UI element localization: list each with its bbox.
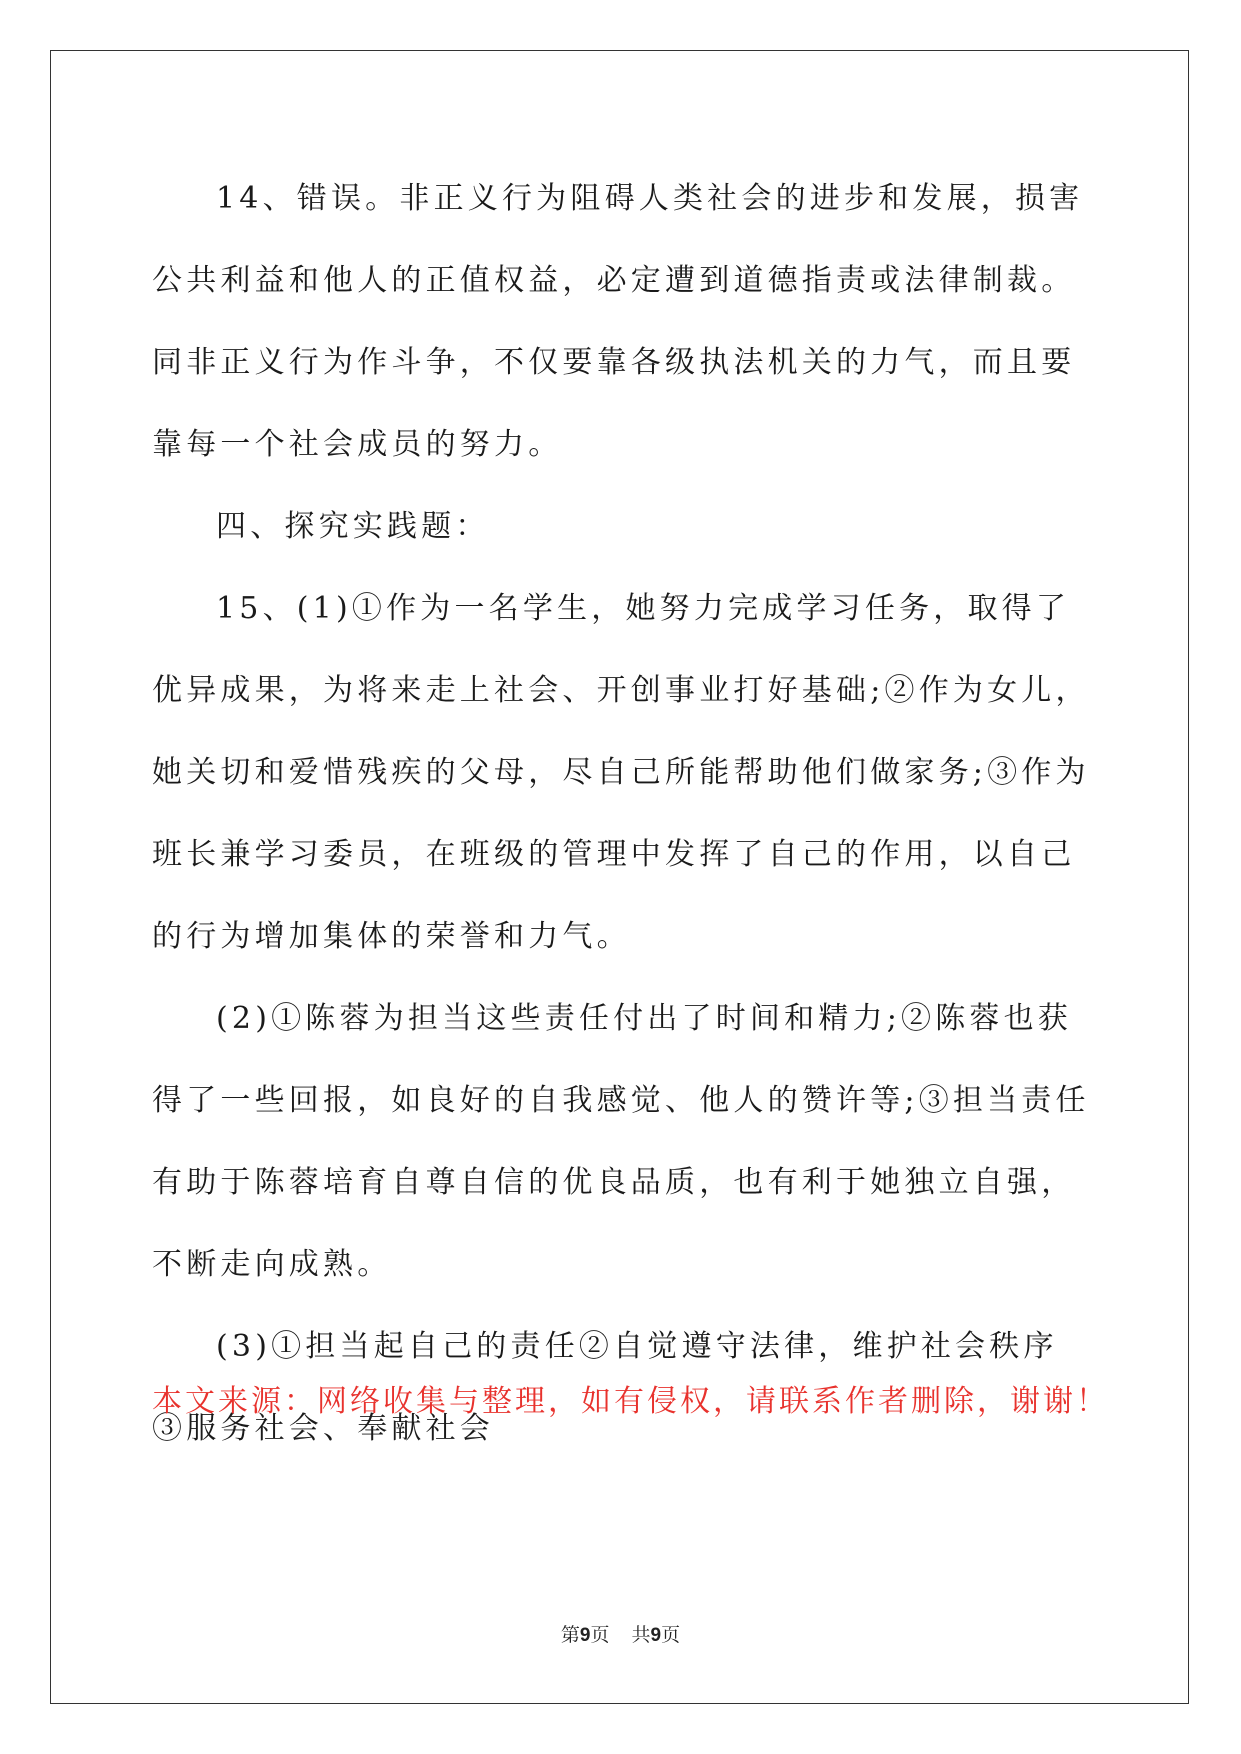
page-current-number: 9 (579, 1625, 591, 1646)
page-footer (0, 1620, 1241, 1647)
answer-15-1-paragraph: 15、(1)①作为一名学生，她努力完成学习任务，取得了优异成果，为将来走上社会、开创事业打好基础;②作为女儿，她关切和爱惜残疾的父母，尽自己所能帮助他们做家务;③作为班长兼学习委员，在班级的管理中发挥了自己的作用，以自己的行为增加集体的荣誉和力气。 (152, 591, 1090, 954)
page-suffix: 页 (590, 1625, 610, 1646)
total-prefix: 共 (631, 1625, 651, 1646)
page-total-number: 9 (650, 1625, 662, 1646)
source-notice: 本文来源：网络收集与整理，如有侵权，请联系作者删除，谢谢！ (152, 1384, 1109, 1419)
answer-15-2-paragraph: (2)①陈蓉为担当这些责任付出了时间和精力;②陈蓉也获得了一些回报，如良好的自我感觉、他人的赞许等;③担当责任有助于陈蓉培育自尊自信的优良品质，也有利于她独立自强，不断走向成熟。 (152, 1001, 1090, 1282)
document-body (152, 158, 1109, 1470)
answer-15-3-paragraph: (3)①担当起自己的责任②自觉遵守法律，维护社会秩序③服务社会、奉献社会 (152, 1329, 1058, 1446)
page-prefix: 第 (560, 1625, 580, 1646)
answer-14-paragraph: 14、错误。非正义行为阻碍人类社会的进步和发展，损害公共利益和他人的正值权益，必定遭到道德指责或法律制裁。同非正义行为作斗争，不仅要靠各级执法机关的力气，而且要靠每一个社会成员的努力。 (152, 181, 1084, 462)
total-suffix: 页 (661, 1625, 681, 1646)
section-heading-inquiry-practice: 四、探究实践题： (216, 509, 490, 544)
